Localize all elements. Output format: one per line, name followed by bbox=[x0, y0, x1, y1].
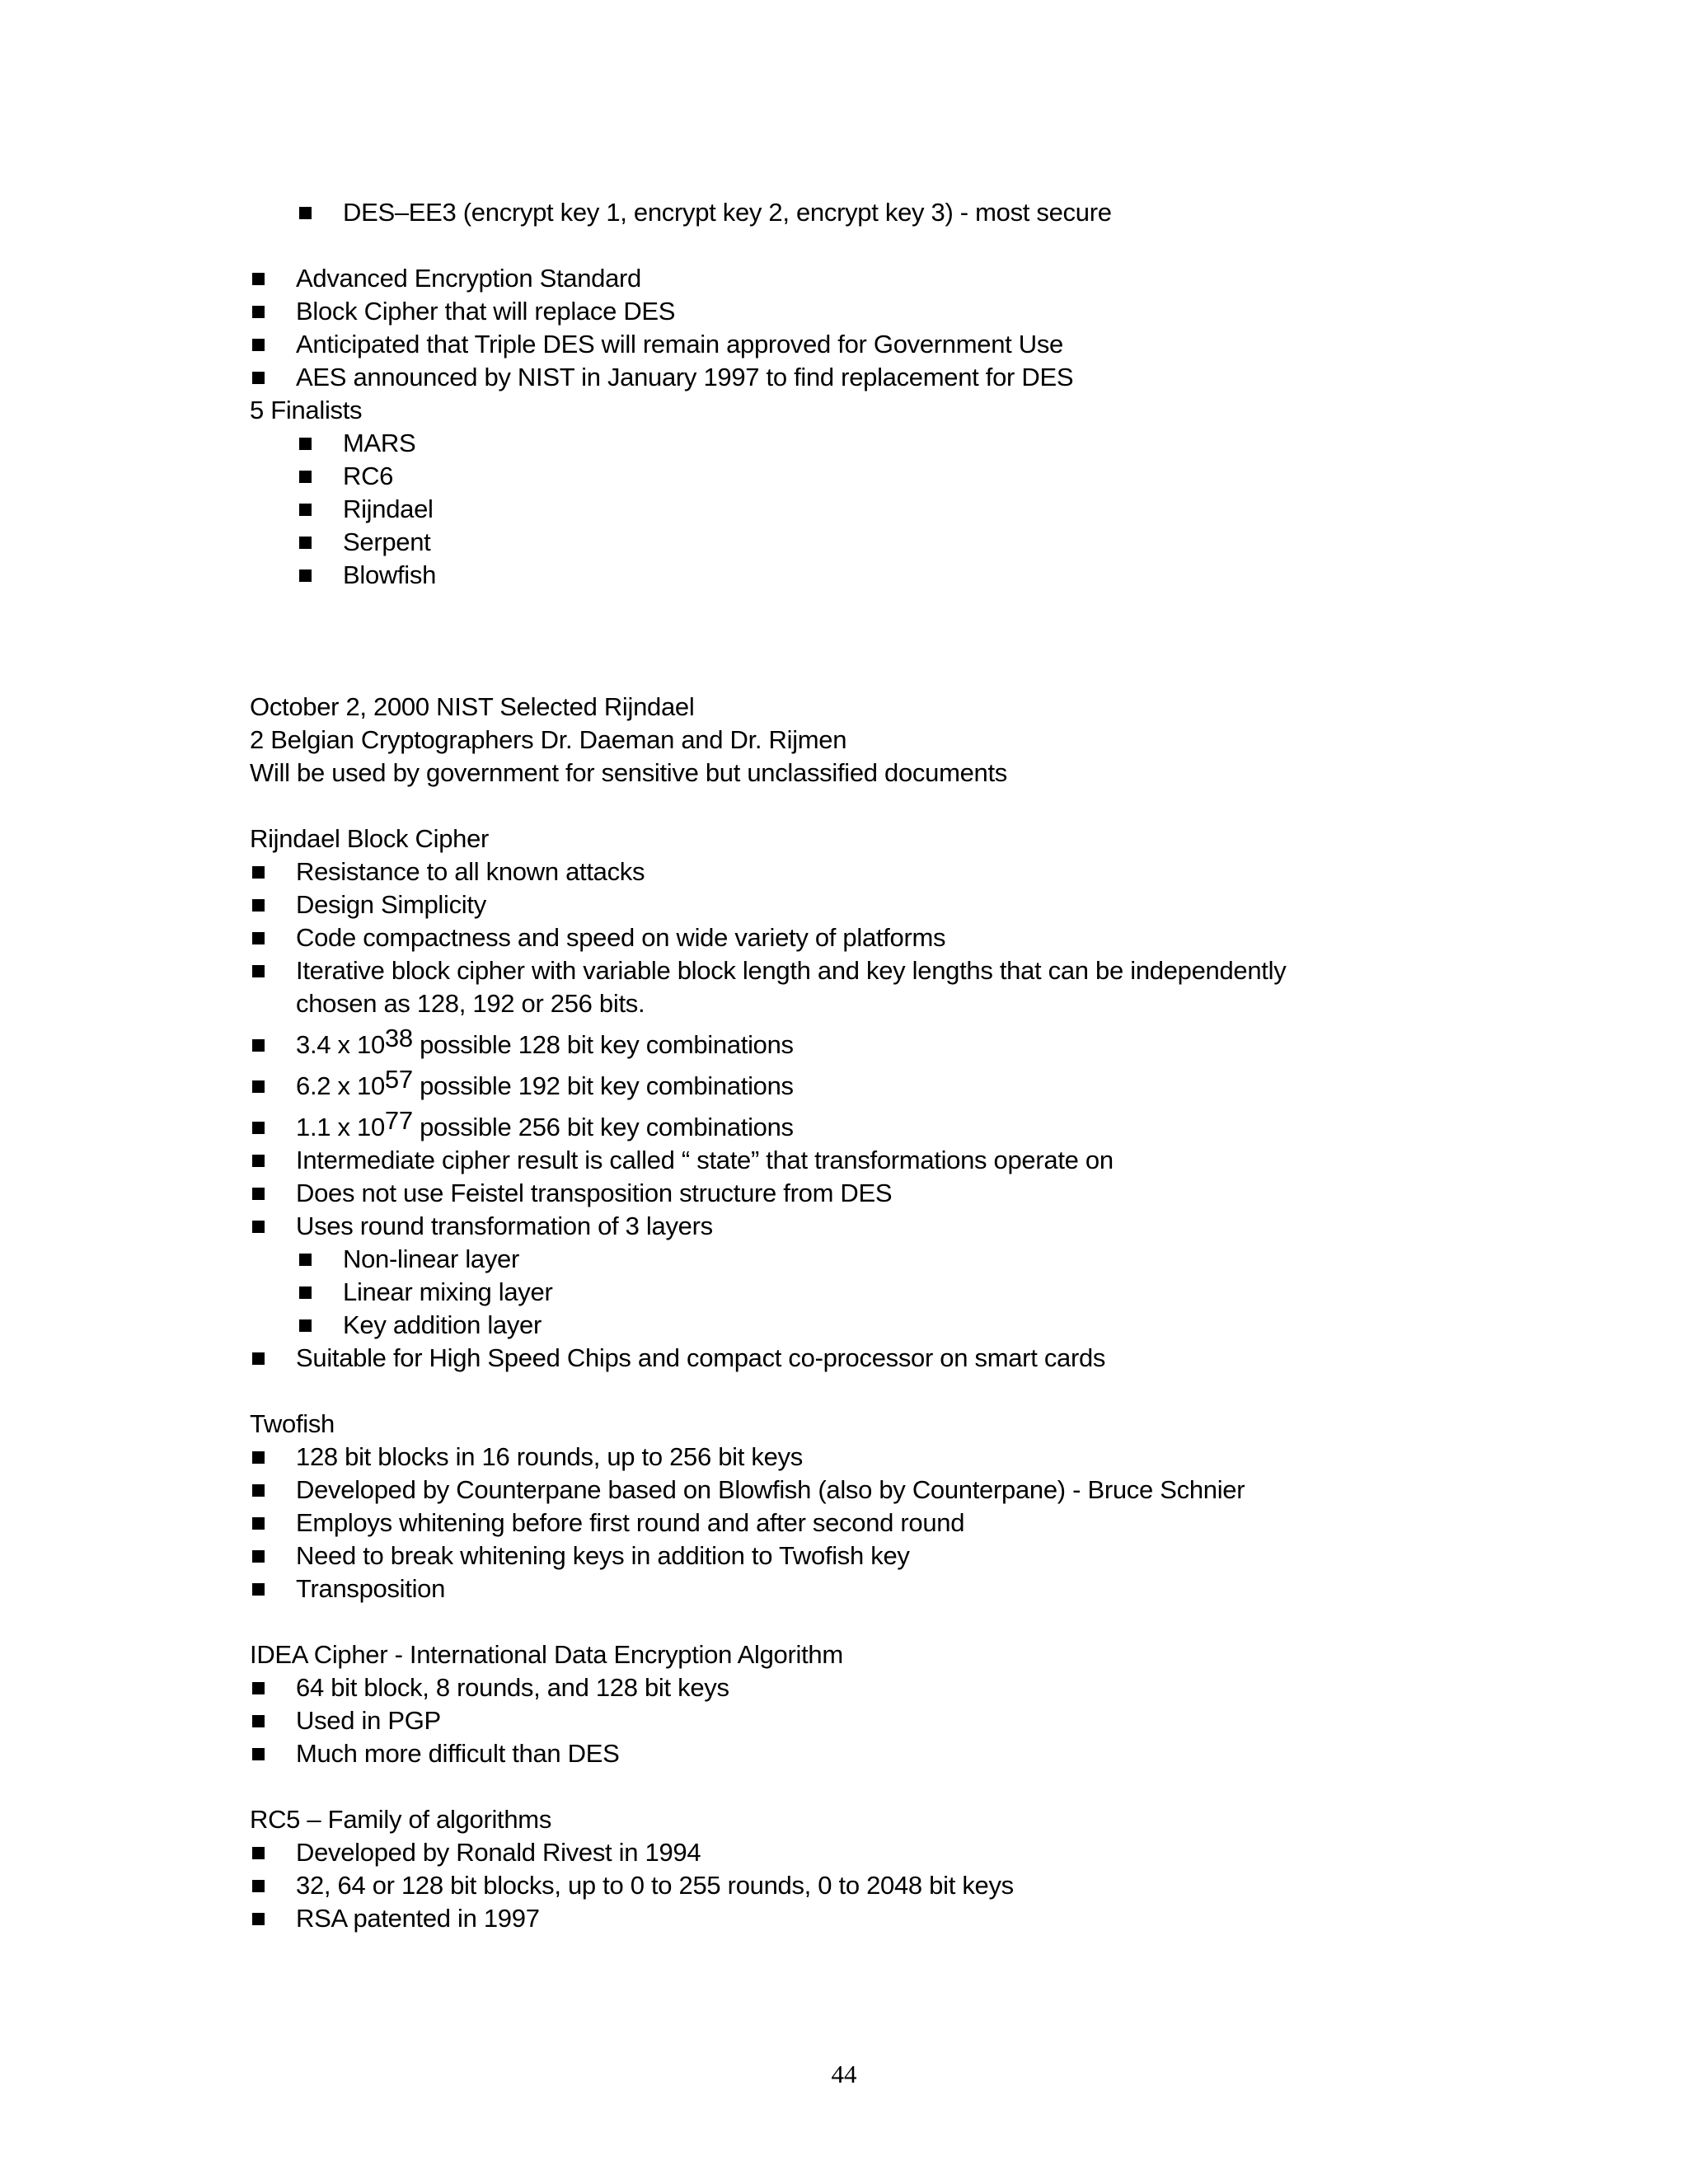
square-bullet-icon bbox=[299, 504, 312, 516]
square-bullet-icon bbox=[252, 1352, 265, 1365]
list-item bbox=[0, 559, 1688, 592]
list-item-text: 64 bit block, 8 rounds, and 128 bit keys bbox=[296, 1673, 729, 1702]
finalists-heading bbox=[0, 394, 1688, 427]
list-item-text: Serpent bbox=[343, 527, 431, 556]
square-bullet-icon bbox=[252, 372, 265, 384]
list-item-text: Blowfish bbox=[343, 560, 437, 589]
section-heading-text: RC5 – Family of algorithms bbox=[250, 1805, 552, 1834]
list-item-text bbox=[296, 1065, 794, 1103]
list-item-text: RC6 bbox=[343, 462, 394, 490]
page-number: 44 bbox=[831, 2060, 857, 2088]
square-bullet-icon bbox=[299, 438, 312, 450]
square-bullet-icon bbox=[252, 1155, 265, 1167]
list-item bbox=[0, 1836, 1688, 1869]
keyspace-base: 6.2 x 10 bbox=[296, 1071, 385, 1100]
keyspace-base: 1.1 x 10 bbox=[296, 1113, 385, 1141]
paragraph-line bbox=[0, 691, 1688, 724]
list-item bbox=[0, 954, 1688, 987]
section-heading bbox=[0, 823, 1688, 855]
section-heading-text: Rijndael Block Cipher bbox=[250, 824, 490, 853]
square-bullet-icon bbox=[252, 1451, 265, 1464]
list-item bbox=[0, 526, 1688, 559]
list-item bbox=[0, 855, 1688, 888]
list-item-text: 32, 64 or 128 bit blocks, up to 0 to 255 rounds, 0 to 2048 bit keys bbox=[296, 1871, 1014, 1900]
square-bullet-icon bbox=[252, 1122, 265, 1134]
list-item bbox=[0, 1210, 1688, 1243]
list-item bbox=[0, 1144, 1688, 1177]
list-item bbox=[0, 460, 1688, 493]
list-item bbox=[0, 361, 1688, 394]
list-item-text bbox=[296, 1024, 794, 1062]
list-item bbox=[0, 1737, 1688, 1770]
list-item bbox=[0, 1309, 1688, 1342]
list-item-continuation bbox=[0, 987, 1688, 1020]
keyspace-rest: possible 192 bit key combinations bbox=[412, 1071, 794, 1100]
list-item-text: Advanced Encryption Standard bbox=[296, 264, 641, 293]
square-bullet-icon bbox=[299, 1254, 312, 1266]
list-item-text: Transposition bbox=[296, 1574, 446, 1603]
keyspace-rest: possible 256 bit key combinations bbox=[412, 1113, 794, 1141]
list-item-text: Resistance to all known attacks bbox=[296, 857, 645, 886]
list-item bbox=[0, 493, 1688, 526]
list-item-text: 128 bit blocks in 16 rounds, up to 256 bit keys bbox=[296, 1442, 803, 1471]
square-bullet-icon bbox=[252, 1221, 265, 1233]
list-item bbox=[0, 1024, 1688, 1062]
list-item-text: Need to break whitening keys in addition to Twofish key bbox=[296, 1541, 910, 1570]
list-item-text bbox=[296, 1106, 794, 1144]
list-item-text: Intermediate cipher result is called “ state” that transformations operate on bbox=[296, 1146, 1114, 1174]
paragraph-line bbox=[0, 757, 1688, 790]
paragraph-line bbox=[0, 724, 1688, 757]
list-item bbox=[0, 1671, 1688, 1704]
keyspace-base: 3.4 x 10 bbox=[296, 1030, 385, 1059]
square-bullet-icon bbox=[252, 932, 265, 944]
list-item-text: RSA patented in 1997 bbox=[296, 1904, 540, 1933]
square-bullet-icon bbox=[299, 569, 312, 582]
list-item bbox=[0, 888, 1688, 921]
square-bullet-icon bbox=[252, 866, 265, 879]
square-bullet-icon bbox=[299, 1286, 312, 1299]
list-item bbox=[0, 1243, 1688, 1276]
list-item-text: Developed by Counterpane based on Blowfish (also by Counterpane) - Bruce Schnier bbox=[296, 1475, 1245, 1504]
square-bullet-icon bbox=[299, 471, 312, 483]
list-item bbox=[0, 1869, 1688, 1902]
list-item-text: MARS bbox=[343, 429, 416, 457]
section-heading bbox=[0, 1408, 1688, 1441]
list-item-text: Does not use Feistel transposition structure from DES bbox=[296, 1179, 893, 1207]
square-bullet-icon bbox=[252, 339, 265, 351]
square-bullet-icon bbox=[299, 207, 312, 219]
list-item-text: Used in PGP bbox=[296, 1706, 441, 1735]
square-bullet-icon bbox=[252, 273, 265, 285]
list-item-text: Iterative block cipher with variable block length and key lengths that can be independently bbox=[296, 956, 1287, 985]
square-bullet-icon bbox=[252, 899, 265, 912]
paragraph-text: Will be used by government for sensitive but unclassified documents bbox=[250, 758, 1007, 787]
list-item-text: Developed by Ronald Rivest in 1994 bbox=[296, 1838, 701, 1867]
list-item bbox=[0, 1507, 1688, 1540]
list-item bbox=[0, 427, 1688, 460]
list-item-text: Design Simplicity bbox=[296, 890, 486, 919]
list-item-text: Employs whitening before first round and after second round bbox=[296, 1508, 965, 1537]
square-bullet-icon bbox=[252, 1847, 265, 1859]
square-bullet-icon bbox=[252, 965, 265, 977]
list-item bbox=[0, 1177, 1688, 1210]
keyspace-exponent: 77 bbox=[384, 1106, 413, 1135]
list-item-text: Non-linear layer bbox=[343, 1244, 520, 1273]
list-item bbox=[0, 1441, 1688, 1474]
square-bullet-icon bbox=[252, 1715, 265, 1727]
list-item-text: chosen as 128, 192 or 256 bits. bbox=[296, 989, 645, 1018]
section-heading-text: IDEA Cipher - International Data Encryption Algorithm bbox=[250, 1640, 843, 1669]
square-bullet-icon bbox=[252, 1880, 265, 1892]
list-item-text: Uses round transformation of 3 layers bbox=[296, 1212, 713, 1240]
square-bullet-icon bbox=[252, 1748, 265, 1760]
list-item bbox=[0, 1540, 1688, 1572]
list-item bbox=[0, 1065, 1688, 1103]
list-item bbox=[0, 1276, 1688, 1309]
list-item bbox=[0, 1572, 1688, 1605]
square-bullet-icon bbox=[252, 1913, 265, 1925]
list-item bbox=[0, 1902, 1688, 1935]
square-bullet-icon bbox=[252, 1080, 265, 1093]
paragraph-text: October 2, 2000 NIST Selected Rijndael bbox=[250, 692, 695, 721]
keyspace-exponent: 57 bbox=[384, 1065, 413, 1094]
list-item bbox=[0, 262, 1688, 295]
list-item-text: Anticipated that Triple DES will remain approved for Government Use bbox=[296, 330, 1064, 359]
list-item bbox=[0, 295, 1688, 328]
list-item-text: Suitable for High Speed Chips and compact co-processor on smart cards bbox=[296, 1343, 1106, 1372]
section-heading-text: Twofish bbox=[250, 1409, 335, 1438]
square-bullet-icon bbox=[252, 1188, 265, 1200]
list-item-text: Key addition layer bbox=[343, 1310, 542, 1339]
list-item bbox=[0, 921, 1688, 954]
list-item-text: AES announced by NIST in January 1997 to find replacement for DES bbox=[296, 363, 1074, 391]
square-bullet-icon bbox=[299, 1319, 312, 1332]
list-item bbox=[0, 1342, 1688, 1375]
square-bullet-icon bbox=[252, 1682, 265, 1694]
section-heading bbox=[0, 1803, 1688, 1836]
list-item bbox=[0, 1106, 1688, 1144]
square-bullet-icon bbox=[252, 1583, 265, 1596]
keyspace-exponent: 38 bbox=[384, 1024, 413, 1052]
list-item-text: Code compactness and speed on wide variety of platforms bbox=[296, 923, 946, 952]
section-heading bbox=[0, 1638, 1688, 1671]
list-item-text: Linear mixing layer bbox=[343, 1277, 553, 1306]
square-bullet-icon bbox=[252, 1550, 265, 1563]
paragraph-text: 5 Finalists bbox=[250, 396, 363, 424]
list-item-text: Rijndael bbox=[343, 494, 434, 523]
list-item-text: Block Cipher that will replace DES bbox=[296, 297, 676, 326]
list-item-text: DES–EE3 (encrypt key 1, encrypt key 2, encrypt key 3) - most secure bbox=[343, 198, 1112, 227]
list-item-text: Much more difficult than DES bbox=[296, 1739, 620, 1768]
square-bullet-icon bbox=[299, 537, 312, 549]
list-item bbox=[0, 1704, 1688, 1737]
list-item bbox=[0, 196, 1688, 229]
square-bullet-icon bbox=[252, 306, 265, 318]
keyspace-rest: possible 128 bit key combinations bbox=[412, 1030, 794, 1059]
square-bullet-icon bbox=[252, 1484, 265, 1497]
list-item bbox=[0, 1474, 1688, 1507]
square-bullet-icon bbox=[252, 1517, 265, 1530]
square-bullet-icon bbox=[252, 1039, 265, 1052]
paragraph-text: 2 Belgian Cryptographers Dr. Daeman and Dr. Rijmen bbox=[250, 725, 847, 754]
list-item bbox=[0, 328, 1688, 361]
